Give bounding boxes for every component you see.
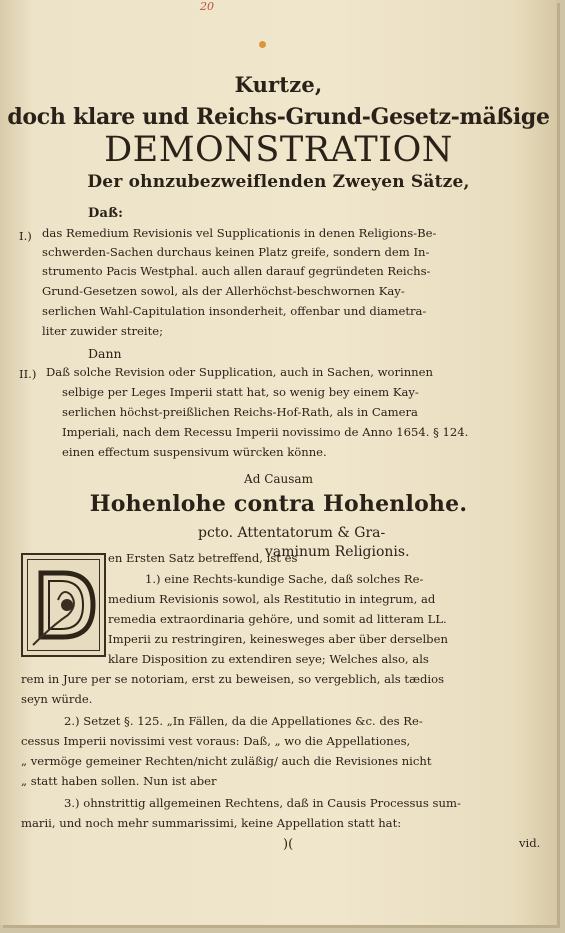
title-saetze: Der ohnzubezweiflenden Zweyen Sätze, <box>87 172 470 192</box>
text-line: strumento Pacis Westphal. auch allen darauf gegründeten Reichs- <box>42 264 431 278</box>
title-demonstration: DEMONSTRATION <box>104 130 453 170</box>
text-line: schwerden-Sachen durchaus keinen Platz greife, sondern dem In- <box>42 245 430 259</box>
dann-heading: Dann <box>88 346 122 361</box>
text-line: remedia extraordinaria gehöre, und somit ad litteram LL. <box>108 612 447 626</box>
text-line: 2.) Setzet §. 125. „In Fällen, da die Appellationes &c. des Re- <box>64 714 423 728</box>
text-line: medium Revisionis sowol, als Restitutio in integrum, ad <box>108 592 436 606</box>
text-line: rem in Jure per se notoriam, erst zu beweisen, so vergeblich, als tædios <box>21 672 445 686</box>
text-line: seyn würde. <box>21 692 93 706</box>
case-parties: Hohenlohe contra Hohenlohe. <box>89 491 468 517</box>
catchword: vid. <box>519 836 541 850</box>
title-subtitle: doch klare und Reichs-Grund-Gesetz-mäßige <box>7 104 550 130</box>
ink-spot <box>259 41 266 48</box>
text-line: klare Disposition zu extendiren seye; Welches also, als <box>108 652 429 666</box>
text-line: Imperii zu restringiren, keinesweges aber über derselben <box>108 632 448 646</box>
manuscript-mark: 20 <box>200 0 214 13</box>
title-kurtze: Kurtze, <box>234 72 323 97</box>
text-line: serlichen höchst-preißlichen Reichs-Hof-Rath, als in Camera <box>62 405 418 419</box>
text-line: serlichen Wahl-Capitulation insonderheit, offenbar und diametra- <box>42 304 427 318</box>
case-pcto-line1: pcto. Attentatorum & Gra- <box>198 525 386 541</box>
decorated-initial-d <box>21 553 106 657</box>
text-line: Grund-Gesetzen sowol, als der Allerhöchst-beschwornen Kay- <box>42 284 405 298</box>
point2-number: II.) <box>19 367 37 381</box>
point1-number: I.) <box>19 229 32 243</box>
initial-ornament-icon <box>23 555 104 655</box>
text-line: Imperiali, nach dem Recessu Imperii novissimo de Anno 1654. § 124. <box>62 425 469 439</box>
text-line: liter zuwider streite; <box>42 324 164 338</box>
ad-causam: Ad Causam <box>244 472 313 486</box>
text-line: marii, und noch mehr summarissimi, keine Appellation statt hat: <box>21 816 402 830</box>
text-line: das Remedium Revisionis vel Supplicationis in denen Religions-Be- <box>42 226 437 240</box>
text-line: „ statt haben sollen. Nun ist aber <box>21 774 217 788</box>
text-line: cessus Imperii novissimi vest voraus: Daß, „ wo die Appellationes, <box>21 734 411 748</box>
text-line: Daß solche Revision oder Supplication, auch in Sachen, worinnen <box>46 365 433 379</box>
case-pcto-line2: vaminum Religionis. <box>265 544 410 560</box>
signature-mark: )( <box>283 837 294 852</box>
text-line: „ vermöge gemeiner Rechten/nicht zuläßig/ auch die Revisiones nicht <box>21 754 432 768</box>
dass-heading: Daß: <box>88 206 124 221</box>
text-line: einen effectum suspensivum würcken könne. <box>62 445 327 459</box>
text-line: 1.) eine Rechts-kundige Sache, daß solches Re- <box>145 572 424 586</box>
text-line: 3.) ohnstrittig allgemeinen Rechtens, daß in Causis Processus sum- <box>64 796 461 810</box>
first-sentence: en Ersten Satz betreffend, ist es <box>108 551 298 565</box>
text-line: selbige per Leges Imperii statt hat, so wenig bey einem Kay- <box>62 385 419 399</box>
